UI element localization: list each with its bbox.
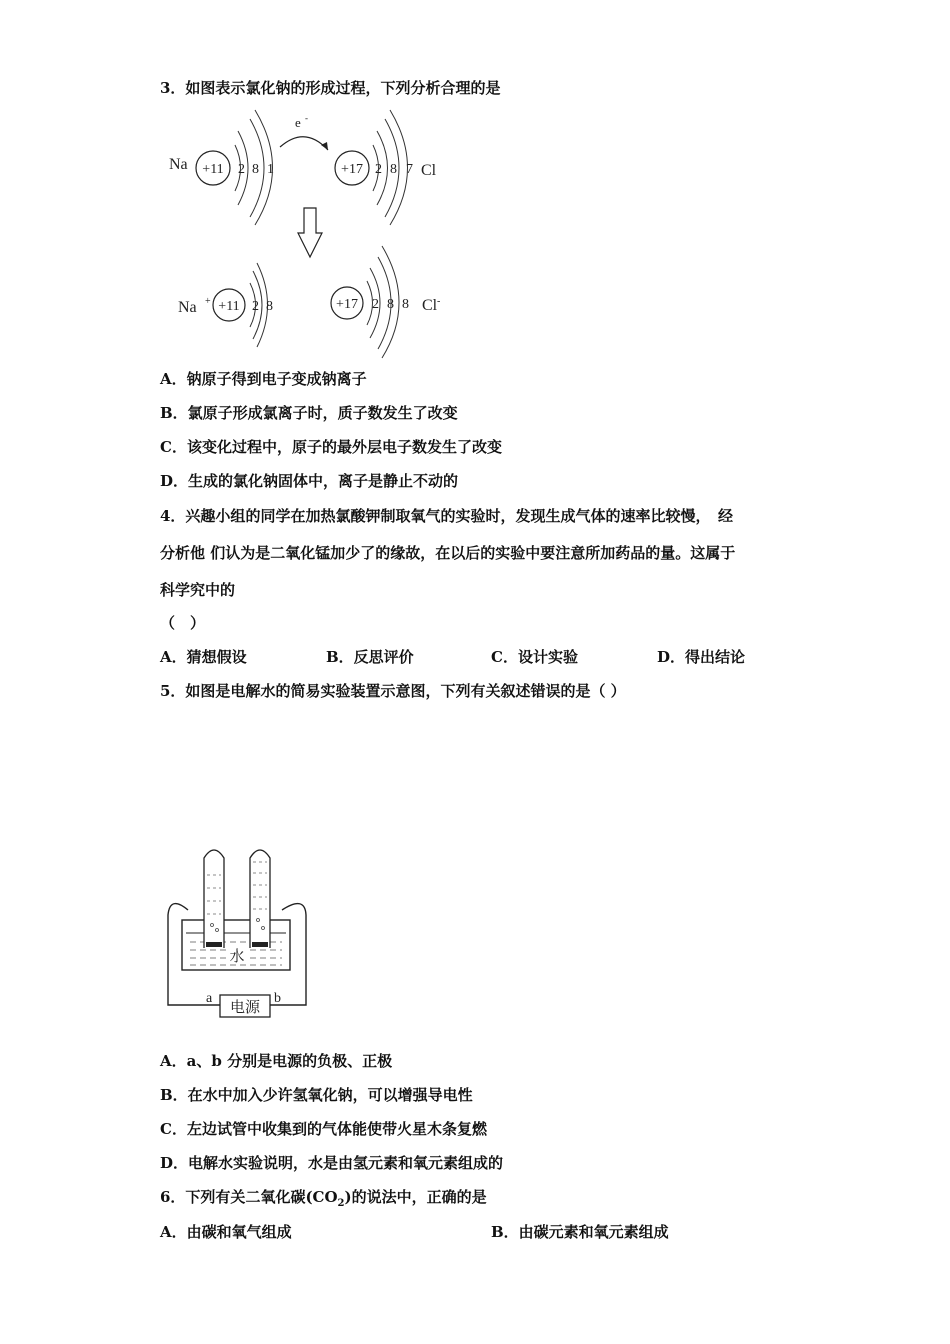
q5-option-a: A．a、b 分别是电源的负极、正极 [160,1052,393,1070]
q3-option-c: C．该变化过程中，原子的最外层电子数发生了改变 [160,438,502,456]
cl-ion-shell-1: 2 [372,297,379,312]
q4-option-d: D．得出结论 [657,648,746,666]
q3-option-d: D．生成的氯化钠固体中，离子是静止不动的 [160,472,459,490]
left-electrode [206,942,222,947]
cl-ion-symbol: Cl [422,297,438,314]
q5-option-b: B．在水中加入少许氢氧化钠，可以增强导电性 [160,1086,473,1104]
cl-ion-shell-3: 8 [402,297,409,312]
na-symbol: Na [169,156,188,173]
q4-stem-line1: 4．兴趣小组的同学在加热氯酸钾制取氧气的实验时，发现生成气体的速率比较慢， 经 [160,507,733,525]
na-shell-3: 1 [267,162,274,177]
na-ion-shell-2: 8 [266,299,273,314]
cl-shell-3: 7 [406,162,413,177]
cl-nucleus-charge: +17 [341,162,363,177]
q6-stem: 6．下列有关二氧化碳$(CO_2)$的说法中，正确的是 [160,1188,487,1209]
electron-label: e [295,115,301,130]
down-arrow-icon [298,208,322,257]
na-shell-2: 8 [252,162,259,177]
q6-option-a: A．由碳和氧气组成 [160,1223,292,1241]
svg-text:-: - [305,113,308,123]
q3-option-b: B．氯原子形成氯离子时，质子数发生了改变 [160,404,458,422]
right-test-tube [250,850,270,948]
q5-option-c: C．左边试管中收集到的气体能使带火星木条复燃 [160,1120,487,1138]
svg-text:+11: +11 [218,299,240,314]
cl-symbol: Cl [421,162,437,179]
right-electrode [252,942,268,947]
svg-text:+: + [205,296,211,307]
terminal-a-label: a [206,991,213,1006]
q4-option-a: A．猜想假设 [160,648,247,666]
q3-sodium-chloride-diagram [160,105,460,365]
q4-option-c: C．设计实验 [491,648,578,666]
q5-option-d: D．电解水实验说明，水是由氢元素和氧元素组成的 [160,1154,504,1172]
q5-electrolysis-diagram [160,840,315,1025]
left-test-tube [204,850,224,948]
cl-shell-2: 8 [390,162,397,177]
cl-shell-1: 2 [375,162,382,177]
q4-answer-blank: （ ） [160,614,206,632]
na-shell-1: 2 [238,162,245,177]
q5-stem: 5．如图是电解水的简易实验装置示意图，下列有关叙述错误的是（ ） [160,682,626,700]
terminal-b-label: b [274,991,281,1006]
power-label: 电源 [229,1000,261,1016]
svg-text:+17: +17 [336,297,358,312]
cl-ion-shell-2: 8 [387,297,394,312]
water-label: 水 [229,949,245,965]
q4-stem-line3: 科学究中的 [160,581,236,599]
q4-option-b: B．反思评价 [326,648,414,666]
q6-option-b: B．由碳元素和氧元素组成 [491,1223,669,1241]
na-ion-symbol: Na [178,299,197,316]
na-nucleus-charge: +11 [202,162,224,177]
q4-stem-line2: 分析他 们认为是二氧化锰加少了的缘故，在以后的实验中要注意所加药品的量。这属于 [160,544,736,562]
q3-option-a: A．钠原子得到电子变成钠离子 [160,370,367,388]
svg-text:-: - [437,296,441,307]
q3-stem: 3．如图表示氯化钠的形成过程，下列分析合理的是 [160,79,501,97]
na-ion-shell-1: 2 [252,299,259,314]
